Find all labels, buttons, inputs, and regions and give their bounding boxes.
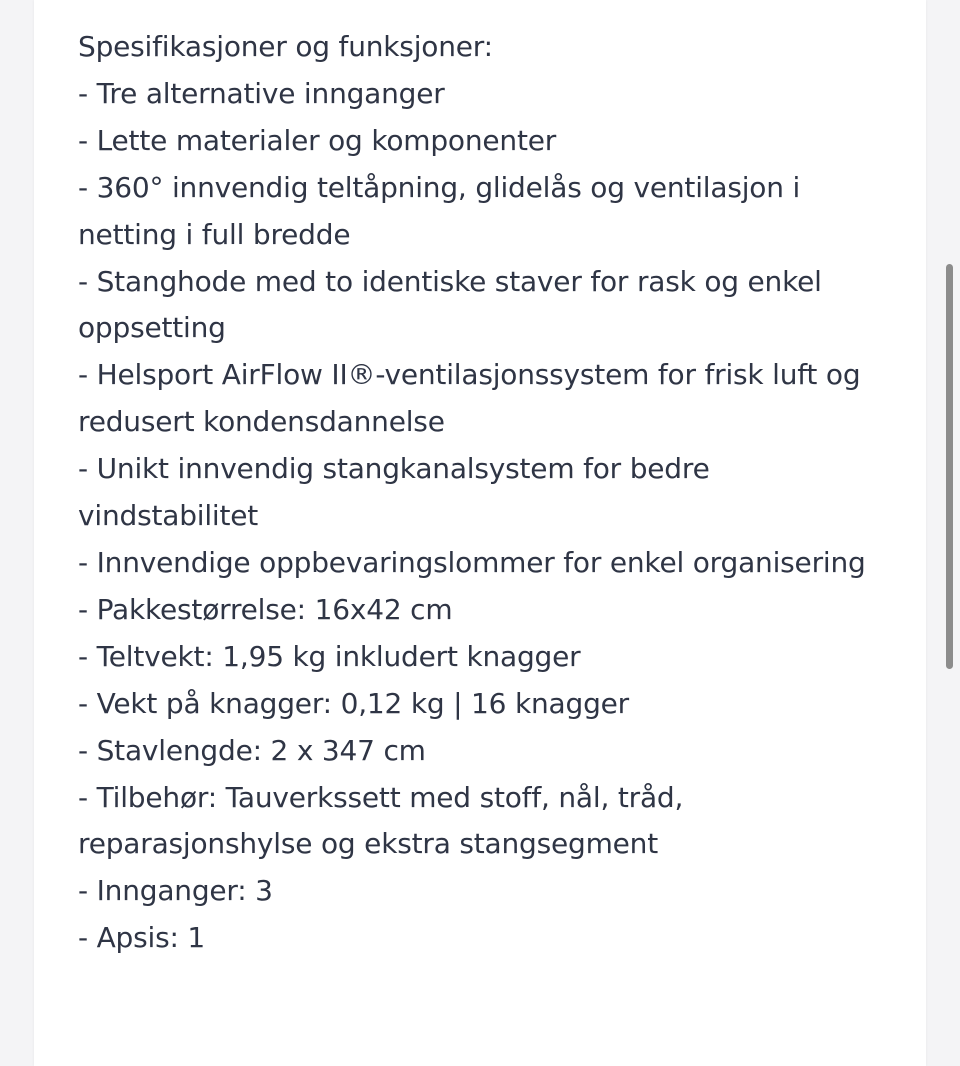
specifications-text — [78, 24, 878, 962]
spec-item: - Tilbehør: Tauverkssett med stoff, nål, tråd, reparasjonshylse og ekstra stangsegment — [78, 780, 684, 861]
description-card — [34, 0, 926, 1066]
spec-item: - Tre alternative innganger — [78, 76, 445, 110]
spec-item: - Unikt innvendig stangkanalsystem for bedre vindstabilitet — [78, 452, 710, 533]
spec-item: - Pakkestørrelse: 16x42 cm — [78, 592, 453, 626]
spec-item: - Innganger: 3 — [78, 874, 273, 908]
spec-item: - 360° innvendig teltåpning, glidelås og ventilasjon i netting i full bredde — [78, 170, 801, 251]
spec-item: - Stanghode med to identiske staver for rask og enkel oppsetting — [78, 264, 822, 345]
spec-item: - Stavlengde: 2 x 347 cm — [78, 733, 426, 767]
spec-item: - Innvendige oppbevaringslommer for enkel organisering — [78, 545, 866, 579]
spec-item: - Helsport AirFlow II®-ventilasjonssystem for frisk luft og redusert kondensdannelse — [78, 358, 861, 439]
spec-item: - Teltvekt: 1,95 kg inkludert knagger — [78, 639, 581, 673]
spec-item: - Lette materialer og komponenter — [78, 123, 557, 157]
spec-item: - Apsis: 1 — [78, 921, 206, 955]
vertical-scrollbar[interactable] — [946, 264, 953, 669]
spec-item: - Vekt på knagger: 0,12 kg | 16 knagger — [78, 686, 629, 720]
specifications-heading: Spesifikasjoner og funksjoner: — [78, 30, 493, 63]
